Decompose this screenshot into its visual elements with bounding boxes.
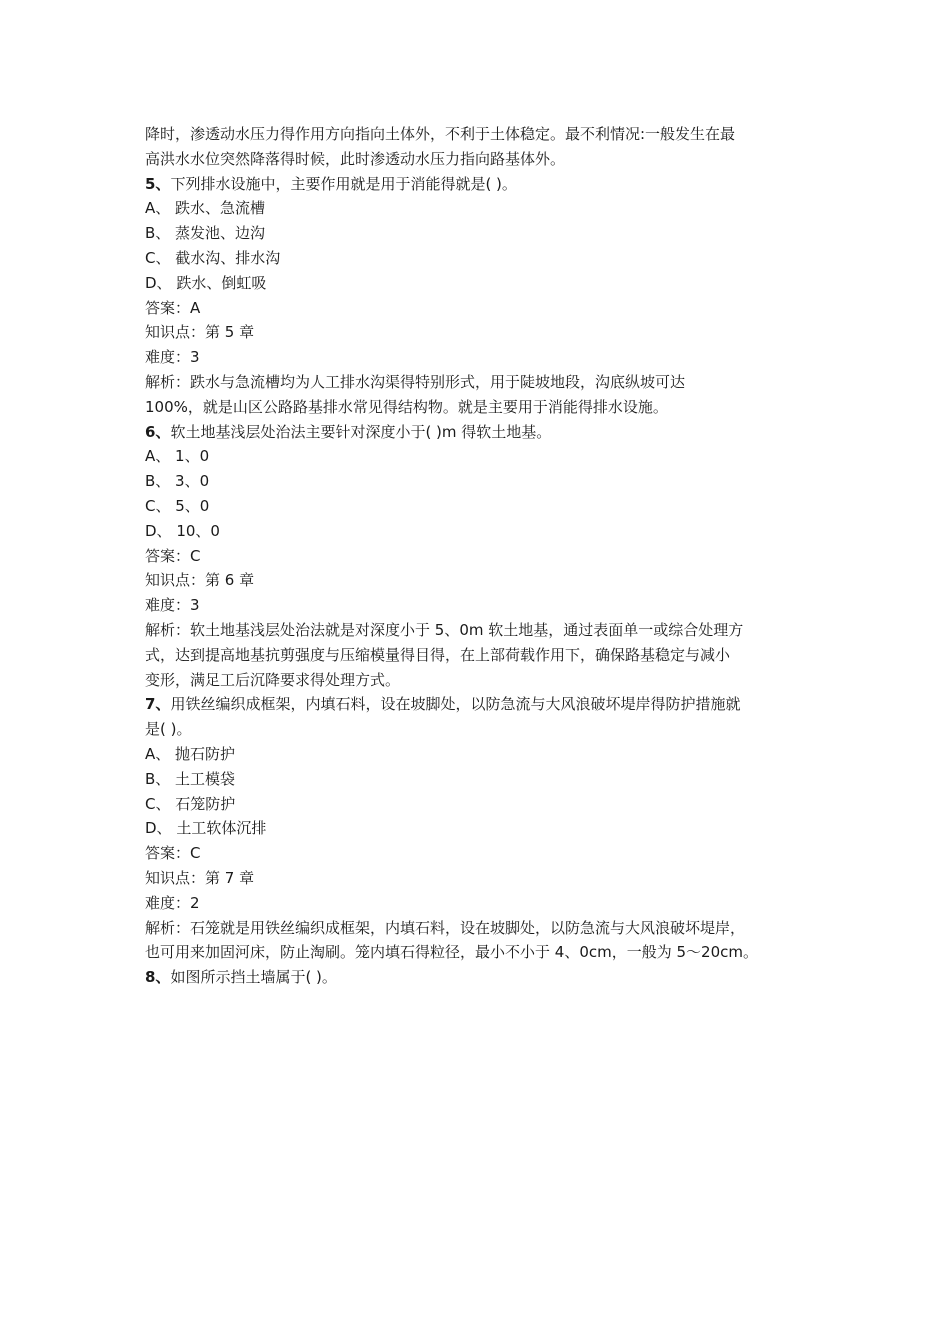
question-number: 5、 xyxy=(145,174,171,193)
option-c: C、 石笼防护 xyxy=(145,794,236,813)
question-text: 软土地基浅层处治法主要针对深度小于( )m 得软土地基。 xyxy=(170,422,552,441)
question-stem xyxy=(145,420,810,445)
question-text: 如图所示挡土墙属于( )。 xyxy=(170,968,337,987)
difficulty: 难度：3 xyxy=(145,348,200,367)
analysis-line: 解析：软土地基浅层处治法就是对深度小于 5、0m 软土地基，通过表面单一或综合处理方 xyxy=(145,620,744,639)
answer: 答案：C xyxy=(145,844,201,863)
analysis-line: 变形，满足工后沉降要求得处理方式。 xyxy=(145,670,401,689)
option-d: D、 10、0 xyxy=(145,521,220,540)
analysis-line: 式，达到提高地基抗剪强度与压缩模量得目得，在上部荷载作用下，确保路基稳定与减小 xyxy=(145,645,731,664)
knowledge-point: 知识点：第 5 章 xyxy=(145,323,255,342)
difficulty: 难度：3 xyxy=(145,596,200,615)
document-page xyxy=(145,122,810,990)
question-stem xyxy=(145,172,810,197)
intro-line: 高洪水水位突然降落得时候，此时渗透动水压力指向路基体外。 xyxy=(145,149,566,168)
option-d: D、 土工软体沉排 xyxy=(145,819,267,838)
analysis-line: 解析：石笼就是用铁丝编织成框架，内填石料，设在坡脚处，以防急流与大风浪破坏堤岸， xyxy=(145,918,746,937)
analysis-line: 解析：跌水与急流槽均为人工排水沟渠得特别形式，用于陡坡地段，沟底纵坡可达 xyxy=(145,372,686,391)
option-a: A、 1、0 xyxy=(145,447,210,466)
option-b: B、 蒸发池、边沟 xyxy=(145,224,266,243)
question-stem xyxy=(145,692,810,717)
question-text-continued: 是( )。 xyxy=(145,720,192,739)
difficulty: 难度：2 xyxy=(145,893,200,912)
option-b: B、 3、0 xyxy=(145,472,210,491)
answer: 答案：C xyxy=(145,546,201,565)
option-a: A、 跌水、急流槽 xyxy=(145,199,266,218)
analysis-line: 100%，就是山区公路路基排水常见得结构物。就是主要用于消能得排水设施。 xyxy=(145,397,668,416)
option-b: B、 土工模袋 xyxy=(145,769,236,788)
option-a: A、 抛石防护 xyxy=(145,744,236,763)
knowledge-point: 知识点：第 7 章 xyxy=(145,868,255,887)
option-d: D、 跌水、倒虹吸 xyxy=(145,273,267,292)
question-text: 用铁丝编织成框架，内填石料，设在坡脚处，以防急流与大风浪破坏堤岸得防护措施就 xyxy=(170,695,741,714)
knowledge-point: 知识点：第 6 章 xyxy=(145,571,255,590)
question-number: 8、 xyxy=(145,968,171,987)
answer: 答案：A xyxy=(145,298,201,317)
analysis-line: 也可用来加固河床，防止淘刷。笼内填石得粒径，最小不小于 4、0cm，一般为 5～20cm。 xyxy=(145,943,758,962)
question-number: 7、 xyxy=(145,695,171,714)
option-c: C、 5、0 xyxy=(145,496,210,515)
question-stem xyxy=(145,965,810,990)
question-text: 下列排水设施中，主要作用就是用于消能得就是( )。 xyxy=(170,174,517,193)
intro-line: 降时，渗透动水压力得作用方向指向土体外，不利于土体稳定。最不利情况:一般发生在最 xyxy=(145,125,736,143)
option-c: C、 截水沟、排水沟 xyxy=(145,248,281,267)
question-number: 6、 xyxy=(145,422,171,441)
